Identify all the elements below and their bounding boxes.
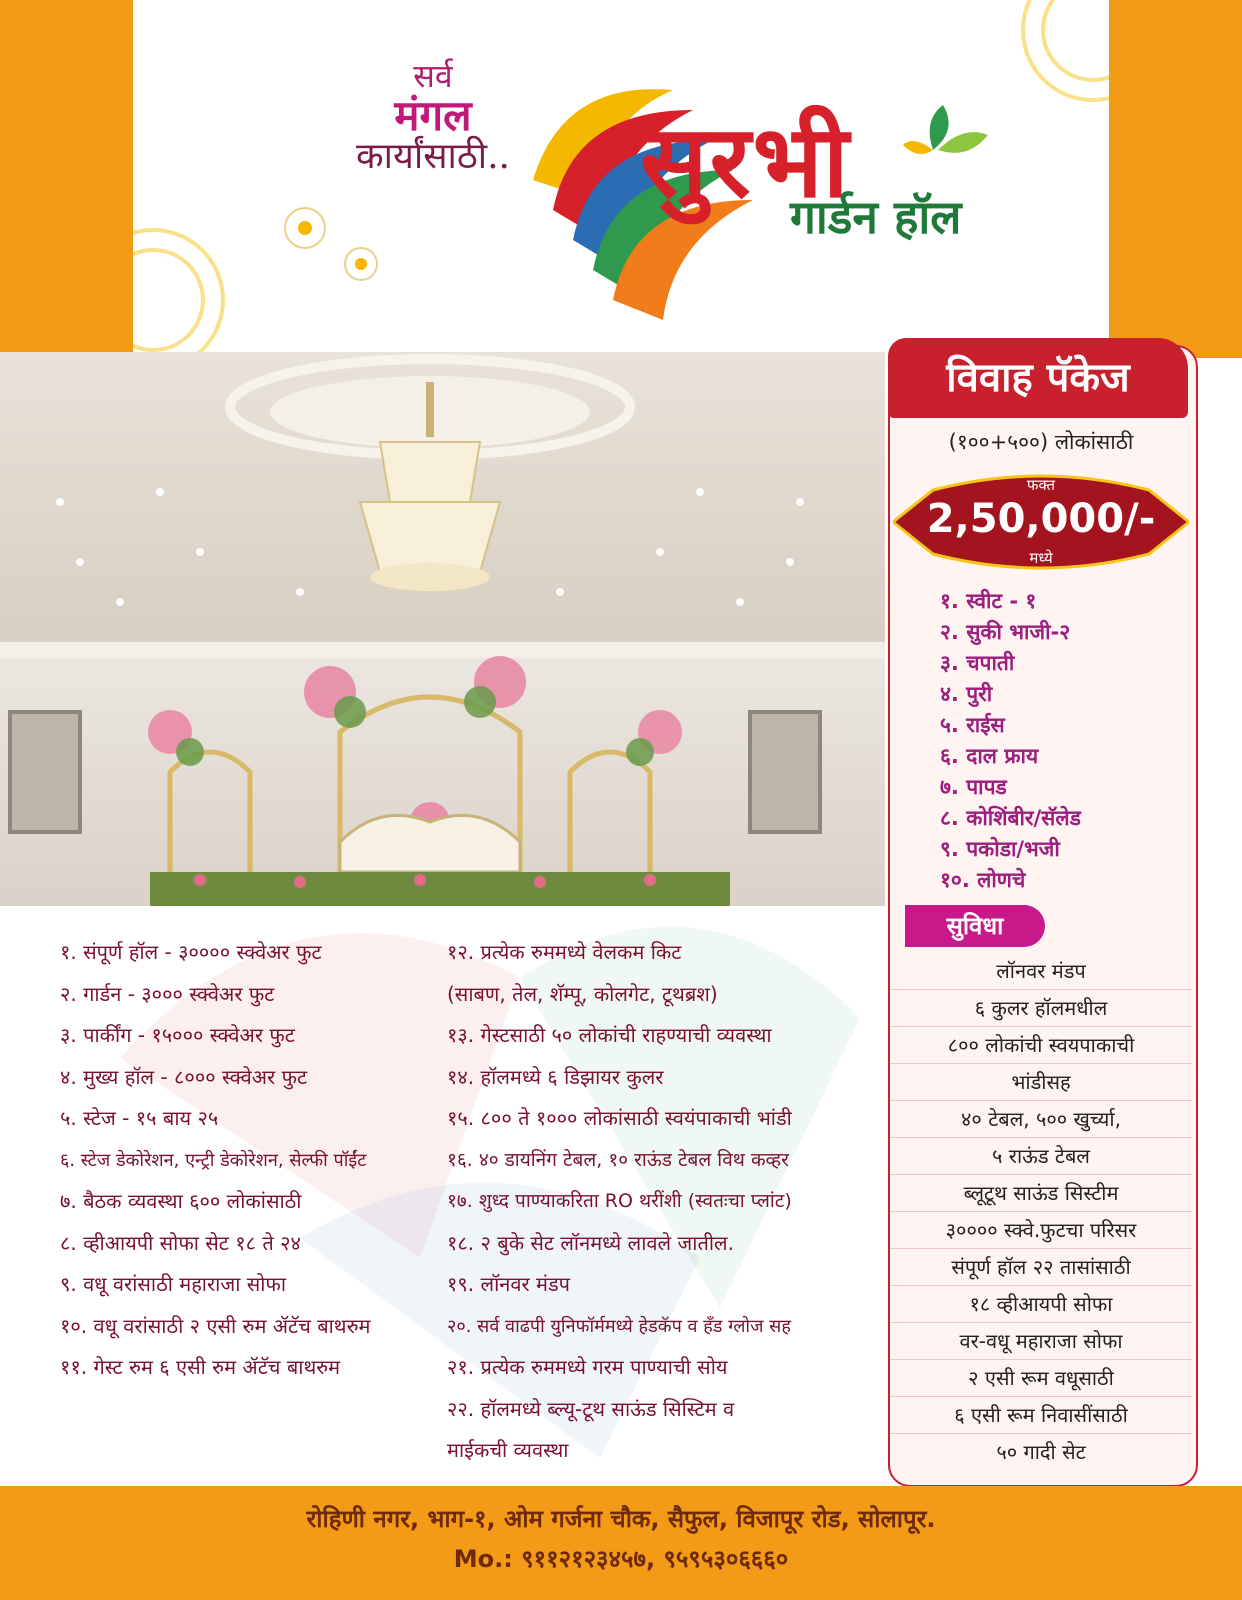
facility-item: ६ कुलर हॉलमधील [890,990,1192,1027]
feature-item: १०. वधू वरांसाठी २ एसी रुम ॲटॅच बाथरुम [60,1313,371,1338]
features-right-list [447,932,882,1472]
feature-item: १. संपूर्ण हॉल - ३०००० स्क्वेअर फुट [60,940,322,964]
feature-item: ३. पार्कींग - १५००० स्क्वेअर फुट [60,1023,295,1047]
menu-item: ३. चपाती [940,651,1015,675]
menu-item: १. स्वीट - १ [940,589,1037,613]
hall-photo [0,352,885,906]
header-banner [133,0,1109,358]
menu-item: ७. पापड [940,775,1007,799]
package-title: विवाह पॅकेज [888,338,1188,418]
menu-item: ८. कोशिंबीर/सॅलेड [940,806,1081,830]
left-orange-strip [0,0,133,358]
feature-item: माईकची व्यवस्था [447,1438,569,1462]
footer-address: रोहिणी नगर, भाग-१, ओम गर्जना चौक, सैफुल, विजापूर रोड, सोलापूर. [306,1505,936,1533]
price-label-top: फक्त [1026,476,1056,494]
facilities-title: सुविधा [905,905,1045,947]
menu-list [940,586,1180,896]
menu-item: २. सुकी भाजी-२ [940,620,1071,644]
feature-item: १६. ४० डायनिंग टेबल, १० राऊंड टेबल विथ कव्हर [447,1148,789,1171]
feature-item: १७. शुध्द पाण्याकरिता RO थरींशी (स्वतःचा प्लांट) [447,1190,792,1212]
brand-name: सुरभी [640,103,851,220]
feature-item: ७. बैठक व्यवस्था ६०० लोकांसाठी [60,1189,302,1213]
footer [0,1486,1242,1600]
feature-item: २२. हॉलमध्ये ब्ल्यू-टूथ साऊंड सिस्टिम व [447,1396,735,1421]
feature-item: १५. ८०० ते १००० लोकांसाठी स्वयंपाकाची भांडी [447,1106,792,1130]
facility-item: ६ एसी रूम निवासींसाठी [890,1397,1192,1434]
feature-item: ५. स्टेज - १५ बाय २५ [60,1106,219,1130]
feature-item: २. गार्डन - ३००० स्क्वेअर फुट [60,981,275,1006]
feature-item: ४. मुख्य हॉल - ८००० स्क्वेअर फुट [60,1064,308,1089]
feature-item: १४. हॉलमध्ये ६ डिझायर कुलर [447,1064,664,1089]
package-subtitle: (१००+५००) लोकांसाठी [948,430,1134,454]
facility-item: लॉनवर मंडप [890,953,1192,990]
feature-item: १८. २ बुके सेट लॉनमध्ये लावले जातील. [447,1230,734,1255]
feature-item: ८. व्हीआयपी सोफा सेट १८ ते २४ [60,1230,301,1255]
sofa-icon [340,815,520,872]
tagline [273,57,593,177]
menu-item: ५. राईस [940,713,1005,737]
leaves-icon [903,105,988,154]
feature-item: ९. वधू वरांसाठी महाराजा सोफा [60,1272,287,1296]
facility-item: वर-वधू महाराजा सोफा [890,1323,1192,1360]
menu-item: ४. पुरी [940,682,993,706]
feature-item: १३. गेस्टसाठी ५० लोकांची राहण्याची व्यवस्था [447,1023,772,1047]
tagline-line2: मंगल [394,90,472,140]
feature-item: २०. सर्व वाढपी युनिफॉर्ममध्ये हेडकॅप व हॅंड ग्लोज सह [447,1315,791,1337]
menu-item: ९. पकोडा/भजी [940,837,1060,861]
feature-item: १९. लॉनवर मंडप [447,1272,571,1296]
feature-item: (साबण, तेल, शॅम्पू, कोलगेट, टूथब्रश) [447,981,718,1006]
price-label-bottom: मध्ये [1029,549,1053,567]
price-badge [893,470,1189,574]
tagline-line1: सर्व [413,57,453,95]
menu-item: ६. दाल फ्राय [940,744,1039,768]
facility-item: १८ व्हीआयपी सोफा [890,1286,1192,1323]
facility-item: भांडीसह [890,1064,1192,1101]
facility-item: ३०००० स्क्वे.फुटचा परिसर [890,1212,1192,1249]
facility-item: ५ राऊंड टेबल [890,1138,1192,1175]
footer-mobile: Mo.: ९११२१२३४५७, ९५९५३०६६६० [453,1545,789,1573]
features-left-list [60,932,445,1389]
facilities-list [890,953,1192,1470]
brand-subtitle: गार्डन हॉल [790,190,962,244]
feature-item: ११. गेस्ट रुम ६ एसी रुम ॲटॅच बाथरुम [60,1355,341,1379]
flower-icon [285,208,377,280]
price-amount: 2,50,000/- [926,496,1156,542]
feature-item: ६. स्टेज डेकोरेशन, एन्ट्री डेकोरेशन, सेल्फी पॉईंट [60,1149,367,1171]
facility-item: ८०० लोकांची स्वयपाकाची [890,1027,1192,1064]
header-decoration [133,0,1109,358]
feature-item: २१. प्रत्येक रुममध्ये गरम पाण्याची सोय [447,1355,728,1379]
menu-item: १०. लोणचे [940,868,1026,892]
facility-item: संपूर्ण हॉल २२ तासांसाठी [890,1249,1192,1286]
facility-item: ५० गादी सेट [996,1440,1086,1464]
tagline-line3: कार्यांसाठी.. [356,135,510,177]
feature-item: १२. प्रत्येक रुममध्ये वेलकम किट [447,940,682,964]
facility-item: ब्लूटूथ साऊंड सिस्टीम [890,1175,1192,1212]
facility-item: ४० टेबल, ५०० खुर्च्या, [890,1101,1192,1138]
facility-item: २ एसी रूम वधूसाठी [890,1360,1192,1397]
